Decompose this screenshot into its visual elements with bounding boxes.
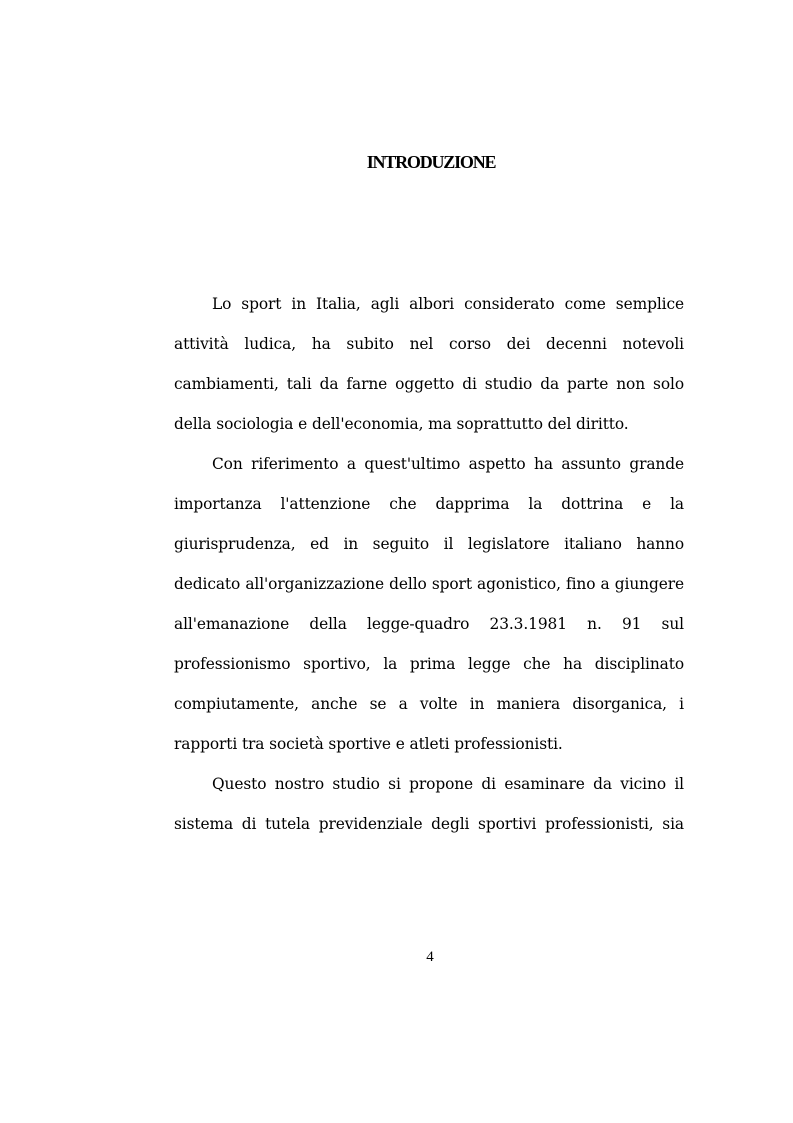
paragraph-1: Lo sport in Italia, agli albori considerato come semplice attività ludica, ha subito nel corso dei decenni notevoli cambiamenti, tali da farne oggetto di studio da parte non solo della sociologia e dell'economia, ma soprattutto del diritto. — [174, 295, 684, 433]
body-text — [174, 284, 684, 844]
page-title: INTRODUZIONE — [366, 152, 496, 172]
page-number: 4 — [426, 949, 434, 965]
paragraph-3: Questo nostro studio si propone di esaminare da vicino il sistema di tutela previdenziale degli sportivi professionisti, sia — [174, 775, 684, 833]
paragraph-2: Con riferimento a quest'ultimo aspetto ha assunto grande importanza l'attenzione che dapprima la dottrina e la giurisprudenza, ed in seguito il legislatore italiano hanno dedicato all'organizzazione dello sport agonistico, fino a giungere all'emanazione della legge-quadro 23.3.1981 n. 91 sul professionismo sportivo, la prima legge che ha disciplinato compiutamente, anche se a volte in maniera disorganica, i rapporti tra società sportive e atleti professionisti. — [174, 455, 684, 753]
